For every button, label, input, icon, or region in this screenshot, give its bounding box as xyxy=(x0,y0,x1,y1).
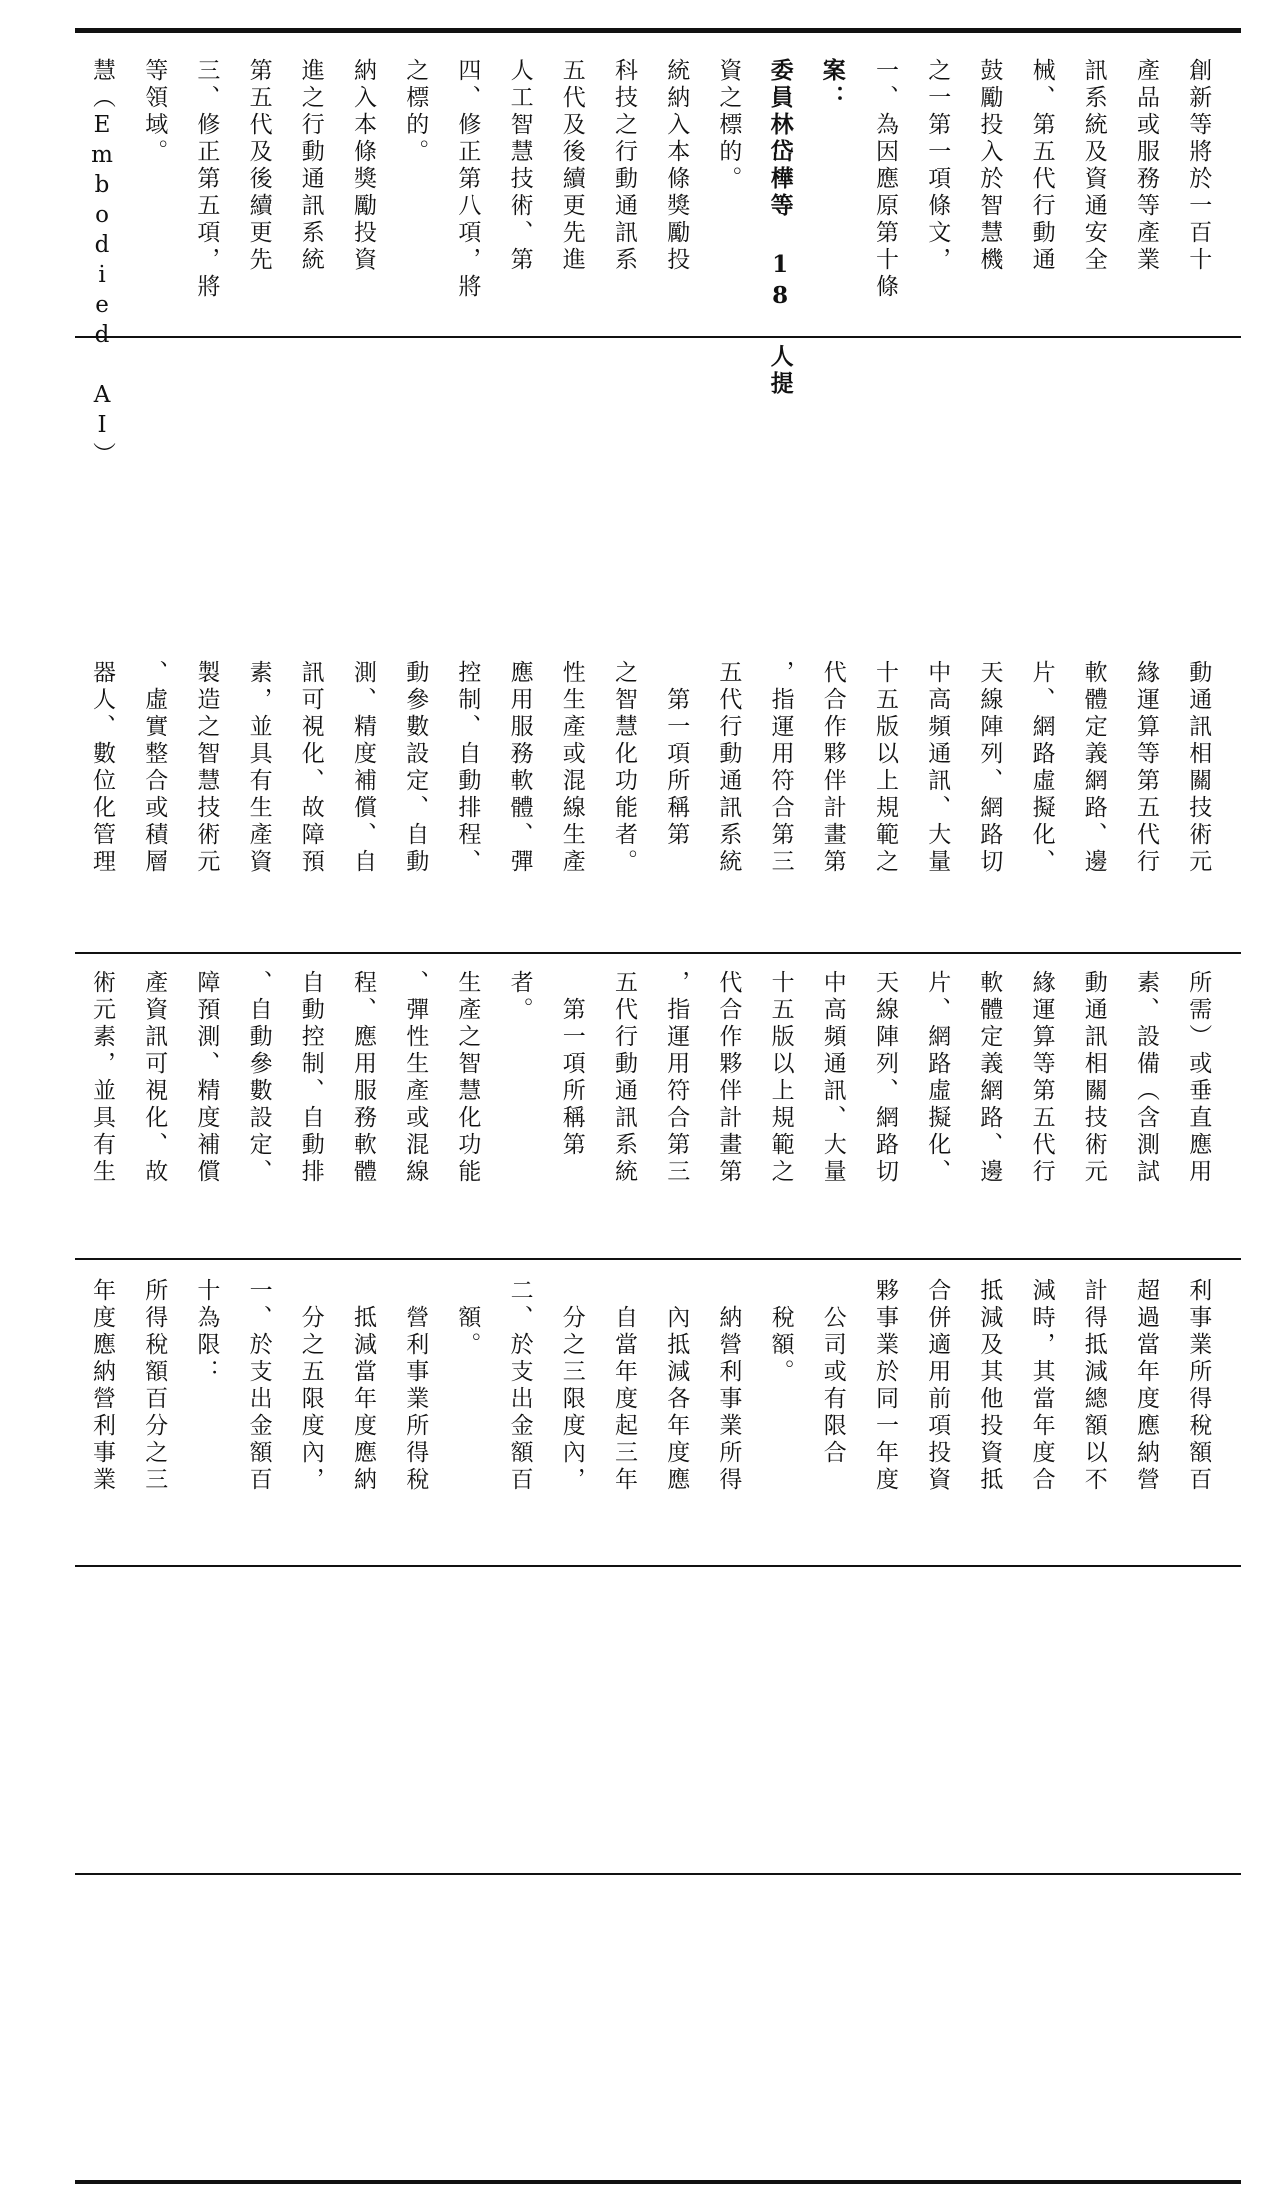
text-column: 五代及後續更先進 xyxy=(558,58,585,274)
text-column: 營利事業所得稅 xyxy=(402,1278,429,1494)
text-column: 器人、數位化管理 xyxy=(89,660,115,876)
text-column: 軟體定義網路、邊 xyxy=(976,970,1003,1186)
text-column: 緣運算等第五代行 xyxy=(1133,660,1159,876)
text-column: 所需）或垂直應用 xyxy=(1185,970,1212,1186)
text-column: 械、第五代行動通 xyxy=(1028,58,1055,274)
text-column: ，指運用符合第三 xyxy=(663,970,690,1186)
text-column: 四、修正第八項，將 xyxy=(454,58,481,301)
text-column: 三、修正第五項，將 xyxy=(193,58,220,301)
text-column: 納營利事業所得 xyxy=(715,1278,742,1494)
row-separator-3 xyxy=(75,1258,1241,1260)
text-column: 緣運算等第五代行 xyxy=(1028,970,1055,1186)
table-top-rule xyxy=(75,28,1241,33)
text-column: 人工智慧技術、第 xyxy=(506,58,533,274)
text-column: 片、網路虛擬化、 xyxy=(924,970,951,1186)
text-column: 軟體定義網路、邊 xyxy=(1080,660,1107,876)
text-column: 十五版以上規範之 xyxy=(767,970,794,1186)
text-column: 一、於支出金額百 xyxy=(245,1278,272,1494)
text-column: 天線陣列、網路切 xyxy=(976,660,1003,876)
text-column: 片、網路虛擬化、 xyxy=(1028,660,1055,876)
text-column: 十五版以上規範之 xyxy=(872,660,898,876)
text-column: 分之五限度內， xyxy=(297,1278,324,1494)
text-column: 者。 xyxy=(506,970,533,1024)
text-column: 統納入本條獎勵投 xyxy=(663,58,690,274)
text-column: 稅額。 xyxy=(767,1278,794,1386)
text-column: 產品或服務等產業 xyxy=(1133,58,1159,274)
table-bottom-rule xyxy=(75,2180,1241,2184)
text-column: 測、精度補償、自 xyxy=(350,660,376,876)
text-column: 天線陣列、網路切 xyxy=(872,970,898,1186)
text-column: 動通訊相關技術元 xyxy=(1080,970,1107,1186)
text-column: 動參數設定、自動 xyxy=(402,660,429,876)
proposal-text-cell xyxy=(0,1268,1281,1563)
text-column: 第五代及後續更先 xyxy=(245,58,272,274)
text-column: 利事業所得稅額百 xyxy=(1185,1278,1212,1494)
text-column: 控制、自動排程、 xyxy=(454,660,481,876)
text-column: 十為限： xyxy=(193,1278,220,1386)
text-column: 分之三限度內， xyxy=(558,1278,585,1494)
text-column: 年度應納營利事業 xyxy=(89,1278,115,1494)
text-column: 公司或有限合 xyxy=(819,1278,846,1467)
text-column: 委員林岱樺等 18 人提 xyxy=(766,58,794,398)
text-column: 製造之智慧技術元 xyxy=(193,660,220,876)
text-column: 創新等將於一百十 xyxy=(1185,58,1212,274)
text-column: 額。 xyxy=(454,1278,481,1359)
text-column: 、彈性生產或混線 xyxy=(402,970,429,1186)
text-column: 一、為因應原第十條 xyxy=(872,58,898,301)
text-column: 進之行動通訊系統 xyxy=(297,58,324,274)
text-column: ，指運用符合第三 xyxy=(767,660,794,876)
text-column: 術元素，並具有生 xyxy=(89,970,115,1186)
text-column: 自動控制、自動排 xyxy=(297,970,324,1186)
text-column: 自當年度起三年 xyxy=(611,1278,637,1494)
text-column: 性生產或混線生產 xyxy=(558,660,585,876)
text-column: 慧（Embodied AI） xyxy=(89,58,115,469)
text-column: 合併適用前項投資 xyxy=(924,1278,951,1494)
text-column: 減時，其當年度合 xyxy=(1028,1278,1055,1494)
text-column: 抵減當年度應納 xyxy=(350,1278,376,1494)
text-column: 、自動參數設定、 xyxy=(245,970,272,1186)
text-column: 二、於支出金額百 xyxy=(506,1278,533,1494)
text-column: 鼓勵投入於智慧機 xyxy=(976,58,1003,274)
text-column: 、虛實整合或積層 xyxy=(141,660,168,876)
text-column: 訊可視化、故障預 xyxy=(297,660,324,876)
text-column: 應用服務軟體、彈 xyxy=(506,660,533,876)
text-column: 內抵減各年度應 xyxy=(663,1278,690,1494)
text-column: 等領域。 xyxy=(141,58,168,166)
text-column: 之智慧化功能者。 xyxy=(611,660,637,876)
current-text-cell xyxy=(0,960,1281,1255)
text-column: 代合作夥伴計畫第 xyxy=(715,970,742,1186)
text-column: 代合作夥伴計畫第 xyxy=(819,660,846,876)
text-column: 五代行動通訊系統 xyxy=(715,660,742,876)
text-column: 障預測、精度補償 xyxy=(193,970,220,1186)
text-column: 程、應用服務軟體 xyxy=(350,970,376,1186)
text-column: 第一項所稱第 xyxy=(558,970,585,1159)
text-column: 納入本條獎勵投資 xyxy=(350,58,376,274)
row-separator-2 xyxy=(75,952,1241,954)
text-column: 訊系統及資通安全 xyxy=(1080,58,1107,274)
text-column: 第一項所稱第 xyxy=(663,660,690,849)
text-column: 科技之行動通訊系 xyxy=(611,58,637,274)
text-column: 動通訊相關技術元 xyxy=(1185,660,1212,876)
text-column: 抵減及其他投資抵 xyxy=(976,1278,1003,1494)
row-separator-4 xyxy=(75,1565,1241,1567)
row-separator-1 xyxy=(75,336,1241,338)
text-column: 生產之智慧化功能 xyxy=(454,970,481,1186)
amended-text-cell xyxy=(0,650,1281,945)
text-column: 五代行動通訊系統 xyxy=(611,970,637,1186)
explanation-cell xyxy=(0,48,1281,469)
text-column: 素，並具有生產資 xyxy=(245,660,272,876)
text-column: 計得抵減總額以不 xyxy=(1080,1278,1107,1494)
text-column: 資之標的。 xyxy=(715,58,742,193)
text-column: 案： xyxy=(818,58,846,112)
row-separator-5 xyxy=(75,1873,1241,1875)
text-column: 所得稅額百分之三 xyxy=(141,1278,168,1494)
text-column: 超過當年度應納營 xyxy=(1133,1278,1159,1494)
text-column: 素、設備（含測試 xyxy=(1133,970,1159,1186)
text-column: 產資訊可視化、故 xyxy=(141,970,168,1186)
text-column: 之一第一項條文， xyxy=(924,58,951,274)
text-column: 中高頻通訊、大量 xyxy=(924,660,951,876)
text-column: 夥事業於同一年度 xyxy=(872,1278,898,1494)
text-column: 之標的。 xyxy=(402,58,429,166)
text-column: 中高頻通訊、大量 xyxy=(819,970,846,1186)
